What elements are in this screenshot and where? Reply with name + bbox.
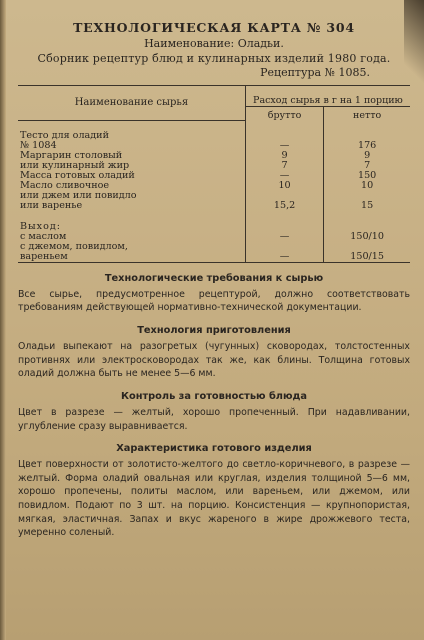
control-section-title: Контроль за готовностью блюда [120, 390, 308, 402]
row-name: Тесто для оладий [18, 131, 245, 141]
col-name-header: Наименование сырья [18, 86, 245, 121]
col-gross-header: брутто [245, 106, 323, 121]
req-section-title: Технологические требования к сырью [104, 272, 324, 284]
row-net: 10 [361, 180, 374, 192]
recipe-rows [18, 121, 410, 263]
row-name: № 1084 [18, 141, 245, 151]
recipe-number: Рецептура № 1085. [260, 66, 370, 79]
row-gross: 7 [245, 161, 323, 171]
output-label: Выход: [18, 222, 245, 232]
source-line: Сборник рецептур блюд и кулинарных изделий 1980 года. [37, 52, 391, 65]
table-row [18, 201, 410, 211]
row-name: вареньем [18, 252, 245, 263]
row-name: с джемом, повидлом, [18, 242, 245, 252]
dish-name: Наименование: Оладьи. [144, 37, 284, 50]
table-row [18, 252, 410, 263]
recipe-table [18, 85, 410, 263]
row-name: или джем или повидло [18, 191, 245, 201]
row-net: 150 [357, 170, 377, 182]
row-name: или кулинарный жир [18, 161, 245, 171]
control-section-text: Цвет в разрезе — желтый, хорошо пропеченный. При надавливании, углубление сразу выравнивается. [18, 406, 410, 432]
row-gross: — [245, 141, 323, 151]
row-net: 150/15 [324, 252, 410, 263]
row-name: Маргарин столовый [18, 151, 245, 161]
row-gross: — [245, 252, 323, 263]
char-section-title: Характеристика готового изделия [116, 443, 312, 455]
row-net: 7 [364, 160, 371, 172]
row-gross: — [245, 232, 323, 242]
row-net: 9 [364, 150, 371, 162]
card-title: ТЕХНОЛОГИЧЕСКАЯ КАРТА № 304 [73, 20, 355, 35]
row-name: Масло сливочное [18, 181, 245, 191]
row-net: 176 [357, 140, 377, 152]
tech-section-title: Технология приготовления [137, 325, 291, 336]
tech-section-text: Оладьи выпекают на разогретых (чугунных) сковородах, толстостенных противнях или электросковородах так же, как блины. Толщина готовых оладий должна быть не менее 5—6 мм. [18, 341, 410, 380]
row-net: 150/10 [350, 230, 384, 242]
row-name: Масса готовых оладий [18, 171, 245, 181]
row-gross: — [245, 171, 323, 181]
row-gross: 9 [245, 151, 323, 161]
col-consumption-header: Расход сырья в г на 1 порцию [245, 86, 410, 107]
char-section-text: Цвет поверхности от золотисто-желтого до светло-коричневого, в разрезе — желтый. Форма оладий овальная или круглая, изделия толщиной 5—6 мм, хорошо пропечены, политы маслом, или вареньем, или джемом, или повидлом. Подают по 3 шт. на порцию. Консистенция — крупнопористая, мягкая, эластичная. Запах и вкус жареного в жире дрожжевого теста, умеренно соленый. [18, 459, 410, 539]
col-net-header: нетто [353, 109, 382, 121]
row-gross: 15,2 [245, 201, 323, 211]
row-name: с маслом [18, 232, 245, 242]
table-row [18, 131, 410, 141]
row-name: или варенье [18, 201, 245, 211]
row-net: 15 [361, 200, 374, 212]
row-gross: 10 [245, 181, 323, 191]
req-section-text: Все сырье, предусмотренное рецептурой, должно соответствовать требованиям действующей нормативно-технической документации. [18, 288, 410, 314]
